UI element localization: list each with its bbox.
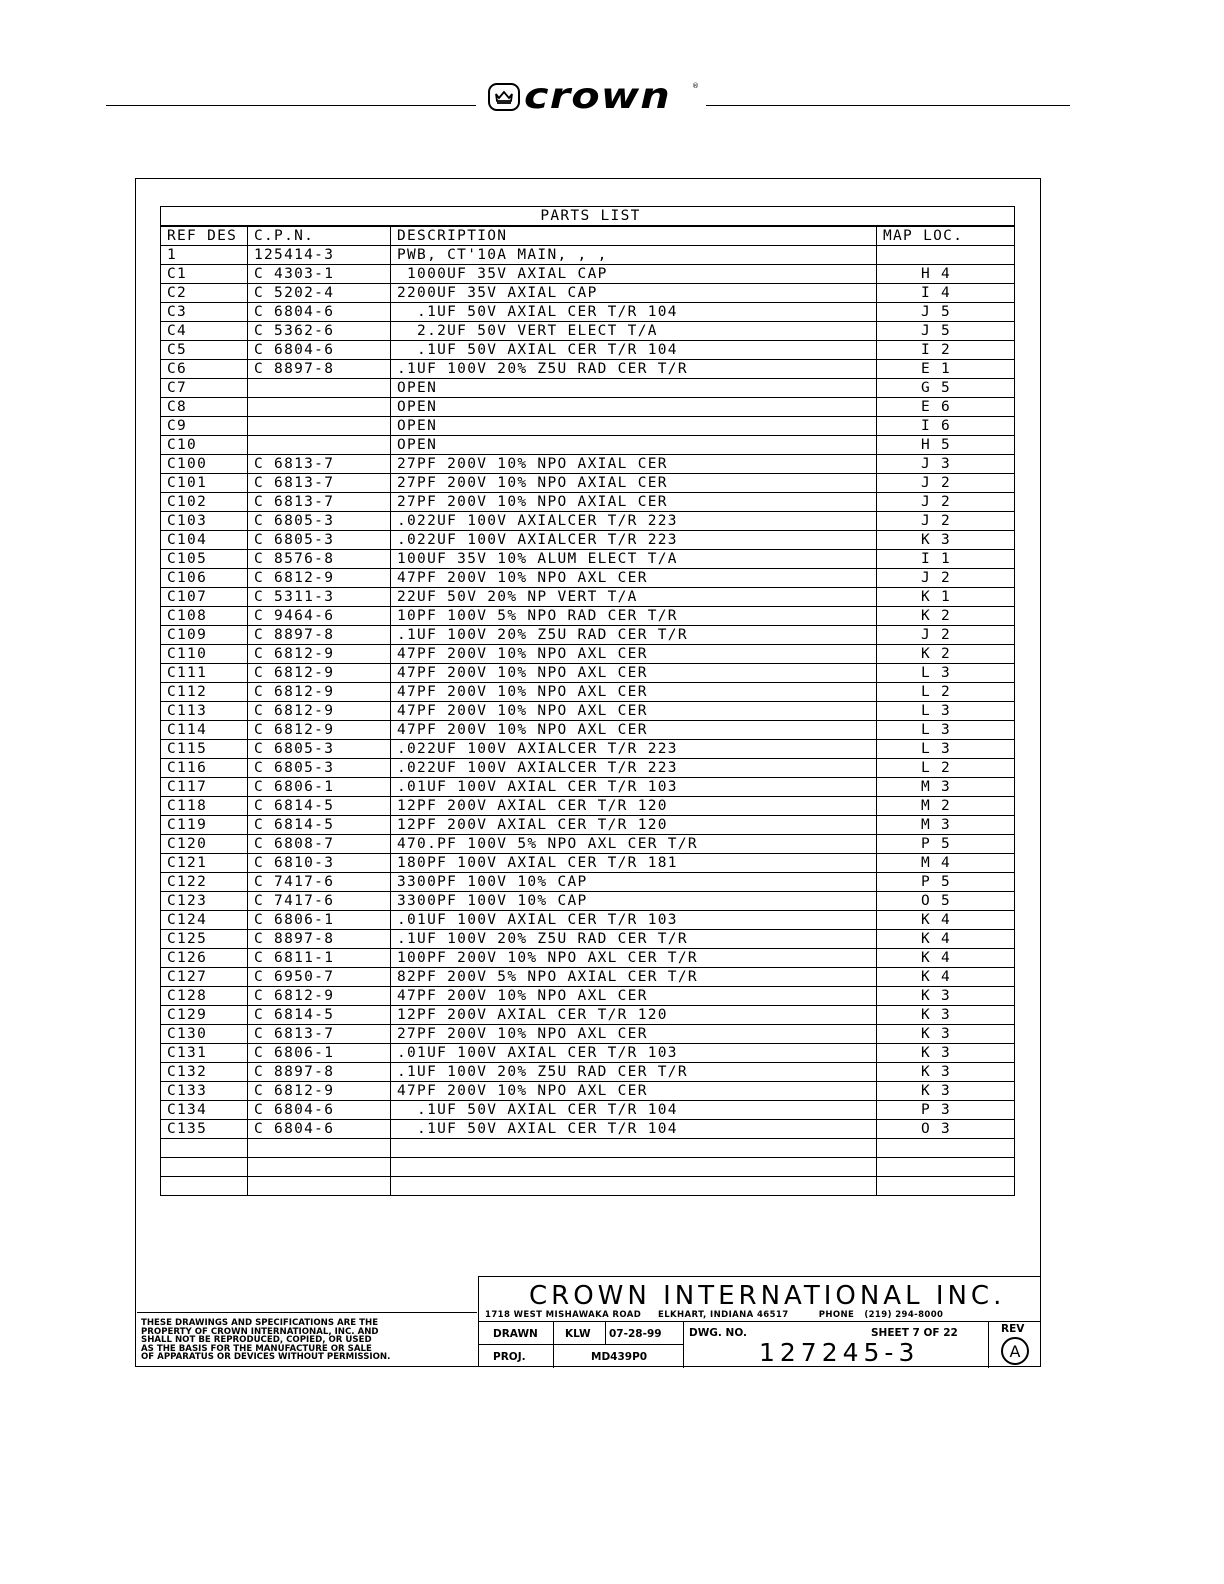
ref-des-cell: C116 (161, 759, 248, 778)
description-cell: 22UF 50V 20% NP VERT T/A (391, 588, 877, 607)
cpn-cell: C 6812-9 (248, 1082, 391, 1101)
cpn-cell: C 6811-1 (248, 949, 391, 968)
table-row (161, 512, 1015, 531)
map-loc-cell: M 2 (877, 797, 1015, 816)
map-loc-cell: K 3 (877, 987, 1015, 1006)
description-cell: .022UF 100V AXIALCER T/R 223 (391, 512, 877, 531)
map-loc-cell: I 4 (877, 284, 1015, 303)
map-loc-cell: K 4 (877, 949, 1015, 968)
map-loc-cell: G 5 (877, 379, 1015, 398)
ref-des-cell: C4 (161, 322, 248, 341)
table-row (161, 968, 1015, 987)
table-row (161, 341, 1015, 360)
table-row (161, 1101, 1015, 1120)
cpn-cell: C 6812-9 (248, 702, 391, 721)
description-cell: .01UF 100V AXIAL CER T/R 103 (391, 1044, 877, 1063)
description-cell: 27PF 200V 10% NPO AXIAL CER (391, 493, 877, 512)
company-name: CROWN INTERNATIONAL INC. (529, 1281, 1006, 1311)
map-loc-cell: J 2 (877, 569, 1015, 588)
description-cell: .1UF 100V 20% Z5U RAD CER T/R (391, 930, 877, 949)
ref-des-cell: C119 (161, 816, 248, 835)
cpn-cell: C 7417-6 (248, 873, 391, 892)
cpn-cell: C 6814-5 (248, 1006, 391, 1025)
ref-des-cell: C7 (161, 379, 248, 398)
cpn-cell: C 6813-7 (248, 455, 391, 474)
table-row (161, 1139, 1015, 1158)
description-cell: .1UF 50V AXIAL CER T/R 104 (391, 1101, 877, 1120)
description-cell: OPEN (391, 436, 877, 455)
column-header-description: DESCRIPTION (391, 226, 877, 246)
table-row (161, 873, 1015, 892)
map-loc-cell: J 2 (877, 512, 1015, 531)
company-block (478, 1276, 1040, 1322)
map-loc-cell: L 3 (877, 740, 1015, 759)
description-cell: 47PF 200V 10% NPO AXL CER (391, 569, 877, 588)
cpn-cell: C 6813-7 (248, 474, 391, 493)
description-cell: 2200UF 35V AXIAL CAP (391, 284, 877, 303)
description-cell: .022UF 100V AXIALCER T/R 223 (391, 531, 877, 550)
table-row (161, 588, 1015, 607)
crown-wordmark: crown (524, 76, 671, 117)
table-row (161, 911, 1015, 930)
cpn-cell (248, 1177, 391, 1196)
table-row (161, 645, 1015, 664)
map-loc-cell: E 6 (877, 398, 1015, 417)
cpn-cell (248, 379, 391, 398)
table-row (161, 664, 1015, 683)
registered-mark: ® (692, 82, 699, 90)
column-header-map-loc: MAP LOC. (877, 226, 1015, 246)
ref-des-cell: C5 (161, 341, 248, 360)
table-row (161, 1177, 1015, 1196)
description-cell: 47PF 200V 10% NPO AXL CER (391, 645, 877, 664)
cpn-cell: C 6806-1 (248, 778, 391, 797)
cpn-cell: C 6804-6 (248, 303, 391, 322)
cpn-cell: C 6813-7 (248, 1025, 391, 1044)
map-loc-cell: I 1 (877, 550, 1015, 569)
description-cell: 3300PF 100V 10% CAP (391, 892, 877, 911)
table-row (161, 854, 1015, 873)
cpn-cell: C 6812-9 (248, 569, 391, 588)
table-row (161, 436, 1015, 455)
ref-des-cell: C133 (161, 1082, 248, 1101)
table-row (161, 930, 1015, 949)
table-row (161, 398, 1015, 417)
cpn-cell: C 6806-1 (248, 1044, 391, 1063)
column-header-cpn: C.P.N. (248, 226, 391, 246)
map-loc-cell: M 3 (877, 778, 1015, 797)
description-cell: OPEN (391, 417, 877, 436)
description-cell: 12PF 200V AXIAL CER T/R 120 (391, 797, 877, 816)
description-cell: 10PF 100V 5% NPO RAD CER T/R (391, 607, 877, 626)
cpn-cell: C 6812-9 (248, 721, 391, 740)
ref-des-cell: C121 (161, 854, 248, 873)
description-cell: 47PF 200V 10% NPO AXL CER (391, 1082, 877, 1101)
sheet-number: SHEET 7 OF 22 (871, 1327, 958, 1339)
table-row (161, 284, 1015, 303)
ref-des-cell: C134 (161, 1101, 248, 1120)
description-cell: 3300PF 100V 10% CAP (391, 873, 877, 892)
table-row (161, 474, 1015, 493)
cpn-cell: C 6812-9 (248, 645, 391, 664)
drawing-number: 127245-3 (759, 1338, 920, 1367)
map-loc-cell: K 2 (877, 607, 1015, 626)
table-row (161, 892, 1015, 911)
table-row (161, 949, 1015, 968)
description-cell: 47PF 200V 10% NPO AXL CER (391, 683, 877, 702)
ref-des-cell: C107 (161, 588, 248, 607)
grid-line (479, 1344, 683, 1345)
table-row (161, 1158, 1015, 1177)
map-loc-cell (877, 246, 1015, 265)
cpn-cell: C 6810-3 (248, 854, 391, 873)
notice-line: PROPERTY OF CROWN INTERNATIONAL, INC. AND (141, 1326, 379, 1337)
map-loc-cell: O 3 (877, 1120, 1015, 1139)
ref-des-cell: C101 (161, 474, 248, 493)
table-row (161, 778, 1015, 797)
ref-des-cell: C103 (161, 512, 248, 531)
map-loc-cell: J 2 (877, 474, 1015, 493)
ref-des-cell: C115 (161, 740, 248, 759)
map-loc-cell (877, 1158, 1015, 1177)
cpn-cell (248, 1139, 391, 1158)
crown-icon (488, 83, 520, 111)
cpn-cell: C 6814-5 (248, 816, 391, 835)
table-row (161, 303, 1015, 322)
ref-des-cell: C113 (161, 702, 248, 721)
parts-list-table (160, 206, 1015, 1196)
grid-line (605, 1322, 606, 1344)
column-header-ref-des: REF DES (161, 226, 248, 246)
map-loc-cell: L 3 (877, 721, 1015, 740)
drawn-date: 07-28-99 (609, 1328, 662, 1340)
map-loc-cell: K 2 (877, 645, 1015, 664)
parts-list-body (161, 246, 1015, 1196)
table-row (161, 721, 1015, 740)
cpn-cell: C 8576-8 (248, 550, 391, 569)
notice-line: SHALL NOT BE REPRODUCED, COPIED, OR USED (141, 1335, 372, 1345)
table-row (161, 1044, 1015, 1063)
ref-des-cell: C112 (161, 683, 248, 702)
ref-des-cell: C123 (161, 892, 248, 911)
description-cell: .1UF 100V 20% Z5U RAD CER T/R (391, 360, 877, 379)
description-cell (391, 1139, 877, 1158)
map-loc-cell: K 1 (877, 588, 1015, 607)
map-loc-cell: P 5 (877, 873, 1015, 892)
table-row (161, 550, 1015, 569)
ref-des-cell: C102 (161, 493, 248, 512)
proj-label: PROJ. (493, 1351, 526, 1363)
map-loc-cell: K 4 (877, 911, 1015, 930)
proprietary-notice (137, 1312, 477, 1362)
notice-line: OF APPARATUS OR DEVICES WITHOUT PERMISSION. (141, 1352, 391, 1362)
cpn-cell: C 6805-3 (248, 740, 391, 759)
description-cell: .022UF 100V AXIALCER T/R 223 (391, 740, 877, 759)
rev-label: REV (1001, 1323, 1025, 1335)
ref-des-cell: C124 (161, 911, 248, 930)
table-row (161, 1063, 1015, 1082)
table-row (161, 417, 1015, 436)
table-row (161, 626, 1015, 645)
cpn-cell: C 6804-6 (248, 1120, 391, 1139)
map-loc-cell: M 3 (877, 816, 1015, 835)
map-loc-cell: J 2 (877, 493, 1015, 512)
map-loc-cell: K 4 (877, 968, 1015, 987)
table-row (161, 759, 1015, 778)
cpn-cell (248, 417, 391, 436)
cpn-cell: C 6950-7 (248, 968, 391, 987)
cpn-cell: C 6808-7 (248, 835, 391, 854)
company-address: 1718 WEST MISHAWAKA ROAD ELKHART, INDIANA 46517 PHONE (219) 294-8000 (485, 1310, 944, 1320)
ref-des-cell: C100 (161, 455, 248, 474)
table-row (161, 1025, 1015, 1044)
ref-des-cell: C1 (161, 265, 248, 284)
cpn-cell: C 5202-4 (248, 284, 391, 303)
ref-des-cell: C111 (161, 664, 248, 683)
table-row (161, 816, 1015, 835)
map-loc-cell: K 3 (877, 1063, 1015, 1082)
description-cell: 27PF 200V 10% NPO AXIAL CER (391, 455, 877, 474)
description-cell: 1000UF 35V AXIAL CAP (391, 265, 877, 284)
ref-des-cell: C117 (161, 778, 248, 797)
map-loc-cell: L 3 (877, 702, 1015, 721)
map-loc-cell: M 4 (877, 854, 1015, 873)
header-rule-left (106, 105, 476, 106)
table-row (161, 607, 1015, 626)
description-cell (391, 1158, 877, 1177)
map-loc-cell: K 3 (877, 1082, 1015, 1101)
table-row (161, 246, 1015, 265)
cpn-cell: C 6812-9 (248, 987, 391, 1006)
map-loc-cell: K 4 (877, 930, 1015, 949)
description-cell: 82PF 200V 5% NPO AXIAL CER T/R (391, 968, 877, 987)
ref-des-cell: C128 (161, 987, 248, 1006)
table-row (161, 379, 1015, 398)
ref-des-cell: C106 (161, 569, 248, 588)
cpn-cell: C 6813-7 (248, 493, 391, 512)
table-row (161, 360, 1015, 379)
ref-des-cell: C108 (161, 607, 248, 626)
map-loc-cell: K 3 (877, 1025, 1015, 1044)
table-row (161, 322, 1015, 341)
cpn-cell (248, 1158, 391, 1177)
table-row (161, 1006, 1015, 1025)
description-cell (391, 1177, 877, 1196)
cpn-cell: C 6806-1 (248, 911, 391, 930)
ref-des-cell: C104 (161, 531, 248, 550)
crown-logo (488, 76, 700, 117)
cpn-cell: C 6805-3 (248, 531, 391, 550)
ref-des-cell: C122 (161, 873, 248, 892)
grid-line (553, 1322, 554, 1368)
ref-des-cell: C2 (161, 284, 248, 303)
map-loc-cell: L 2 (877, 683, 1015, 702)
description-cell: 27PF 200V 10% NPO AXIAL CER (391, 474, 877, 493)
ref-des-cell: C135 (161, 1120, 248, 1139)
description-cell: 2.2UF 50V VERT ELECT T/A (391, 322, 877, 341)
description-cell: OPEN (391, 379, 877, 398)
description-cell: .01UF 100V AXIAL CER T/R 103 (391, 911, 877, 930)
header-rule-right (706, 105, 1070, 106)
ref-des-cell: C10 (161, 436, 248, 455)
cpn-cell: C 7417-6 (248, 892, 391, 911)
description-cell: OPEN (391, 398, 877, 417)
dwg-no-label: DWG. NO. (689, 1327, 748, 1339)
description-cell: 12PF 200V AXIAL CER T/R 120 (391, 816, 877, 835)
cpn-cell (248, 398, 391, 417)
ref-des-cell: C127 (161, 968, 248, 987)
map-loc-cell: J 2 (877, 626, 1015, 645)
ref-des-cell (161, 1158, 248, 1177)
ref-des-cell: C6 (161, 360, 248, 379)
ref-des-cell: C109 (161, 626, 248, 645)
map-loc-cell: L 2 (877, 759, 1015, 778)
ref-des-cell: C8 (161, 398, 248, 417)
table-row (161, 702, 1015, 721)
cpn-cell: C 9464-6 (248, 607, 391, 626)
title-block-grid (478, 1321, 1040, 1367)
table-row (161, 531, 1015, 550)
cpn-cell (248, 436, 391, 455)
ref-des-cell (161, 1177, 248, 1196)
map-loc-cell (877, 1177, 1015, 1196)
drawn-by: KLW (565, 1328, 591, 1340)
ref-des-cell: C120 (161, 835, 248, 854)
map-loc-cell: J 5 (877, 322, 1015, 341)
proj-number: MD439P0 (591, 1351, 648, 1363)
table-row (161, 455, 1015, 474)
map-loc-cell: K 3 (877, 531, 1015, 550)
table-row (161, 740, 1015, 759)
grid-line (988, 1322, 989, 1368)
description-cell: 47PF 200V 10% NPO AXL CER (391, 721, 877, 740)
map-loc-cell: E 1 (877, 360, 1015, 379)
map-loc-cell: L 3 (877, 664, 1015, 683)
description-cell: PWB, CT'10A MAIN, , , (391, 246, 877, 265)
ref-des-cell: C9 (161, 417, 248, 436)
cpn-cell: C 4303-1 (248, 265, 391, 284)
cpn-cell: 125414-3 (248, 246, 391, 265)
description-cell: 47PF 200V 10% NPO AXL CER (391, 664, 877, 683)
map-loc-cell: O 5 (877, 892, 1015, 911)
table-row (161, 987, 1015, 1006)
description-cell: 100PF 200V 10% NPO AXL CER T/R (391, 949, 877, 968)
description-cell: 180PF 100V AXIAL CER T/R 181 (391, 854, 877, 873)
map-loc-cell: J 5 (877, 303, 1015, 322)
ref-des-cell: C105 (161, 550, 248, 569)
map-loc-cell: I 6 (877, 417, 1015, 436)
ref-des-cell: C114 (161, 721, 248, 740)
table-row (161, 1082, 1015, 1101)
rev-letter: A (1001, 1337, 1029, 1365)
cpn-cell: C 6812-9 (248, 664, 391, 683)
map-loc-cell (877, 1139, 1015, 1158)
notice-line: AS THE BASIS FOR THE MANUFACTURE OR SALE (141, 1343, 372, 1354)
description-cell: 100UF 35V 10% ALUM ELECT T/A (391, 550, 877, 569)
cpn-cell: C 6805-3 (248, 512, 391, 531)
ref-des-cell: C3 (161, 303, 248, 322)
cpn-cell: C 8897-8 (248, 360, 391, 379)
cpn-cell: C 6804-6 (248, 1101, 391, 1120)
map-loc-cell: J 3 (877, 455, 1015, 474)
table-row (161, 835, 1015, 854)
description-cell: .1UF 50V AXIAL CER T/R 104 (391, 1120, 877, 1139)
cpn-cell: C 6814-5 (248, 797, 391, 816)
description-cell: .022UF 100V AXIALCER T/R 223 (391, 759, 877, 778)
ref-des-cell: C131 (161, 1044, 248, 1063)
table-row (161, 797, 1015, 816)
cpn-cell: C 8897-8 (248, 930, 391, 949)
description-cell: 27PF 200V 10% NPO AXL CER (391, 1025, 877, 1044)
table-row (161, 493, 1015, 512)
ref-des-cell: C129 (161, 1006, 248, 1025)
cpn-cell: C 5362-6 (248, 322, 391, 341)
ref-des-cell (161, 1139, 248, 1158)
ref-des-cell: C118 (161, 797, 248, 816)
cpn-cell: C 6804-6 (248, 341, 391, 360)
cpn-cell: C 5311-3 (248, 588, 391, 607)
ref-des-cell: C126 (161, 949, 248, 968)
description-cell: .1UF 50V AXIAL CER T/R 104 (391, 341, 877, 360)
grid-line (683, 1322, 684, 1368)
map-loc-cell: H 4 (877, 265, 1015, 284)
cpn-cell: C 6812-9 (248, 683, 391, 702)
map-loc-cell: K 3 (877, 1044, 1015, 1063)
cpn-cell: C 8897-8 (248, 1063, 391, 1082)
description-cell: .1UF 100V 20% Z5U RAD CER T/R (391, 626, 877, 645)
ref-des-cell: 1 (161, 246, 248, 265)
map-loc-cell: I 2 (877, 341, 1015, 360)
description-cell: .1UF 100V 20% Z5U RAD CER T/R (391, 1063, 877, 1082)
table-row (161, 683, 1015, 702)
notice-line: THESE DRAWINGS AND SPECIFICATIONS ARE THE (141, 1318, 379, 1328)
map-loc-cell: P 5 (877, 835, 1015, 854)
cpn-cell: C 8897-8 (248, 626, 391, 645)
cpn-cell: C 6805-3 (248, 759, 391, 778)
drawn-label: DRAWN (493, 1328, 538, 1340)
map-loc-cell: H 5 (877, 436, 1015, 455)
table-row (161, 1120, 1015, 1139)
description-cell: 12PF 200V AXIAL CER T/R 120 (391, 1006, 877, 1025)
description-cell: .1UF 50V AXIAL CER T/R 104 (391, 303, 877, 322)
map-loc-cell: P 3 (877, 1101, 1015, 1120)
parts-list-title: PARTS LIST (161, 207, 1015, 227)
description-cell: 470.PF 100V 5% NPO AXL CER T/R (391, 835, 877, 854)
description-cell: 47PF 200V 10% NPO AXL CER (391, 702, 877, 721)
table-row (161, 265, 1015, 284)
ref-des-cell: C110 (161, 645, 248, 664)
description-cell: 47PF 200V 10% NPO AXL CER (391, 987, 877, 1006)
ref-des-cell: C130 (161, 1025, 248, 1044)
ref-des-cell: C125 (161, 930, 248, 949)
ref-des-cell: C132 (161, 1063, 248, 1082)
description-cell: .01UF 100V AXIAL CER T/R 103 (391, 778, 877, 797)
table-row (161, 569, 1015, 588)
map-loc-cell: K 3 (877, 1006, 1015, 1025)
